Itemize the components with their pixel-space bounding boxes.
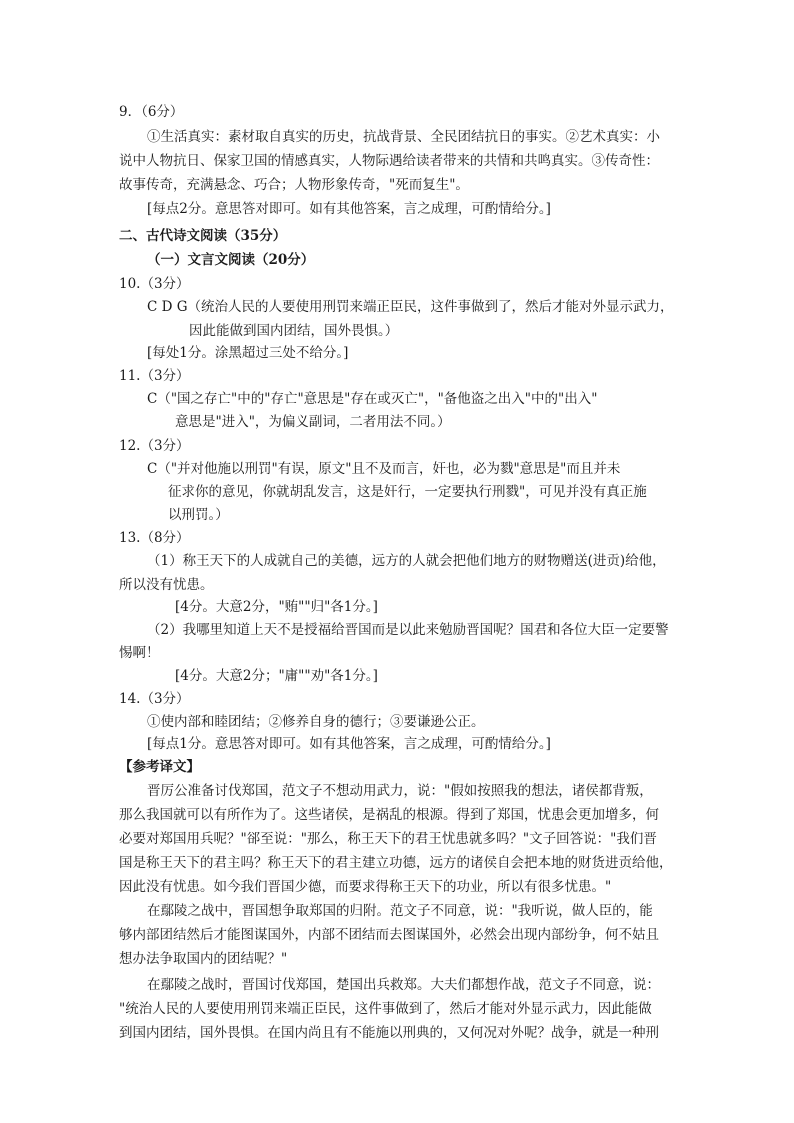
text-line-q9-a3: 故事传奇，充满悬念、巧合；人物形象传奇，"死而复生"。 <box>119 177 469 193</box>
text-line-q12-a1: C（"并对他施以刑罚"有误，原文"且不及而言，奸也，必为戮"意思是"而且并未 <box>147 461 621 477</box>
text-line-q10-a1: C D G（统治人民的人要使用刑罚来端正臣民，这件事做到了，然后才能对外显示武力， <box>147 299 674 315</box>
text-line-q9-head: 9．（6分） <box>119 104 184 120</box>
text-line-q13-s1: [4分。大意2分，"贿""归"各1分。] <box>175 599 378 615</box>
text-line-sec2: 二、古代诗文阅读（35分） <box>119 228 287 244</box>
text-line-q13-s2: [4分。大意2分；"庸""劝"各1分。] <box>175 668 378 684</box>
text-line-q14-a1: ①使内部和睦团结；②修养自身的德行；③要谦逊公正。 <box>147 714 485 730</box>
text-line-q13-a4: 惕啊！ <box>119 645 160 661</box>
text-line-q13-a1: （1）称王天下的人成就自己的美德，远方的人就会把他们地方的财物赠送(进贡)给他， <box>147 553 666 569</box>
text-line-q9-a2: 说中人物抗日、保家卫国的情感真实，人物际遇给读者带来的共情和共鸣真实。③传奇性： <box>119 153 659 169</box>
text-line-ref-p1-5: 因此没有忧患。如今我们晋国少德，而要求得称王天下的功业，所以有很多忧患。" <box>119 879 612 895</box>
text-line-ref-p1-2: 那么我国就可以有所作为了。这些诸侯，是祸乱的根源。得到了郑国，忧患会更加增多，何 <box>119 807 659 823</box>
text-line-ref-p2-2: 够内部团结然后才能图谋国外，内部不团结而去图谋国外，必然会出现内部纷争，何不姑且 <box>119 927 659 943</box>
text-line-ref-p3-1: 在鄢陵之战时，晋国讨伐郑国，楚国出兵救郑。大夫们都想作战，范文子不同意，说： <box>147 977 660 993</box>
text-line-q10-a2: 因此能做到国内团结，国外畏惧。） <box>189 323 399 339</box>
text-line-ref-p2-1: 在鄢陵之战中，晋国想争取郑国的归附。范文子不同意，说："我听说，做人臣的，能 <box>147 903 653 919</box>
text-line-q13-a3: （2）我哪里知道上天不是授福给晋国而是以此来勉励晋国呢？国君和各位大臣一定要警 <box>147 622 669 638</box>
text-line-ref-p3-2: "统治人民的人要使用刑罚来端正臣民，这件事做到了，然后才能对外显示武力，因此能做 <box>119 1001 652 1017</box>
text-line-q14-head: 14.（3分） <box>119 691 190 707</box>
text-line-q11-a1: C（"国之存亡"中的"存亡"意思是"存在或灭亡"，"备他盗之出入"中的"出入" <box>147 391 598 407</box>
text-line-q11-a2: 意思是"进入"，为偏义副词，二者用法不同。） <box>175 414 451 430</box>
text-line-ref-head: 【参考译文】 <box>119 759 200 775</box>
text-line-ref-p1-1: 晋厉公准备讨伐郑国，范文子不想动用武力，说："假如按照我的想法，诸侯都背叛， <box>147 783 653 799</box>
text-line-q11-head: 11.（3分） <box>119 368 190 384</box>
text-line-q9-a1: ①生活真实：素材取自真实的历史，抗战背景、全民团结抗日的事实。②艺术真实：小 <box>147 129 660 145</box>
text-line-q13-a2: 所以没有忧患。 <box>119 577 214 593</box>
text-line-sec2-1: （一）文言文阅读（20分） <box>147 252 315 268</box>
text-line-ref-p1-4: 国是称王天下的君主吗？称王天下的君主建立功德，远方的诸侯自会把本地的财货进贡给他， <box>119 855 673 871</box>
text-line-ref-p3-3: 到国内团结，国外畏惧。在国内尚且有不能施以刑典的，又何况对外呢？战争，就是一种刑 <box>119 1025 659 1041</box>
text-line-q10-score: [每处1分。涂黑超过三处不给分。] <box>147 345 349 361</box>
text-line-q12-a3: 以刑罚。） <box>168 507 229 523</box>
text-line-q9-score: [每点2分。意思答对即可。如有其他答案，言之成理，可酌情给分。] <box>147 201 551 217</box>
text-line-ref-p1-3: 必要对郑国用兵呢？"郤至说："那么，称王天下的君王忧患就多吗？"文子回答说："我们晋 <box>119 831 657 847</box>
text-line-q12-head: 12.（3分） <box>119 438 190 454</box>
text-line-q14-score: [每点1分。意思答对即可。如有其他答案，言之成理，可酌情给分。] <box>147 736 551 752</box>
text-line-q12-a2: 征求你的意见，你就胡乱发言，这是奸行，一定要执行刑戮"，可见并没有真正施 <box>168 484 647 500</box>
text-line-ref-p2-3: 想办法争取国内的团结呢？" <box>119 951 288 967</box>
text-line-q10-head: 10.（3分） <box>119 276 190 292</box>
text-line-q13-head: 13.（8分） <box>119 530 190 546</box>
